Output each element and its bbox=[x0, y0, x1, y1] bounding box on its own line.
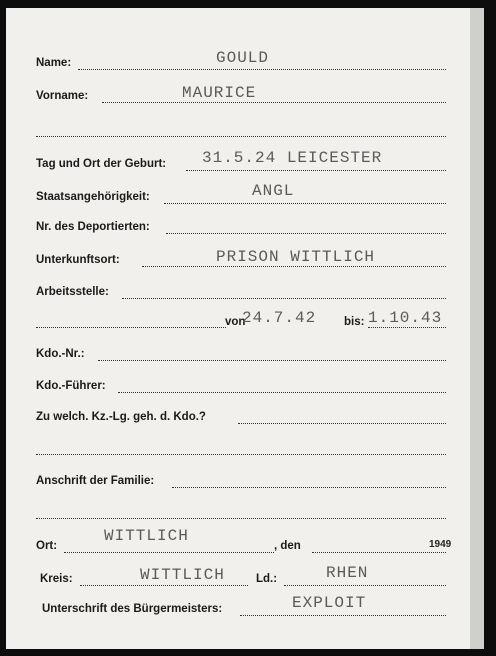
year-value: 1949 bbox=[429, 539, 452, 550]
unterschrift-value: EXPLOIT bbox=[292, 594, 367, 612]
von-bis-row bbox=[6, 309, 470, 333]
vorname-row bbox=[6, 84, 470, 108]
kdo-fuehrer-line bbox=[118, 392, 446, 393]
deport-line bbox=[166, 233, 446, 234]
ort-line bbox=[64, 552, 274, 553]
von-label: von bbox=[225, 316, 246, 328]
ort-value: WITTLICH bbox=[104, 527, 189, 545]
kz-line bbox=[238, 423, 446, 424]
kdo-nr-label: Kdo.-Nr.: bbox=[36, 348, 85, 360]
staat-line bbox=[164, 203, 446, 204]
name-value: GOULD bbox=[216, 49, 270, 67]
name-row bbox=[6, 49, 470, 75]
kreis-line bbox=[80, 585, 248, 586]
bis-value: 1.10.43 bbox=[368, 309, 443, 327]
staat-value: ANGL bbox=[252, 182, 295, 200]
unterschrift-label: Unterschrift des Bürgermeisters: bbox=[42, 603, 223, 615]
kreis-row bbox=[6, 564, 470, 590]
kz-label: Zu welch. Kz.-Lg. geh. d. Kdo.? bbox=[36, 411, 206, 423]
arbeit-line bbox=[122, 298, 446, 299]
staat-label: Staatsangehörigkeit: bbox=[36, 191, 150, 203]
unterkunft-label: Unterkunftsort: bbox=[36, 254, 120, 266]
blank-line-2 bbox=[36, 454, 446, 455]
den-label: , den bbox=[274, 540, 301, 552]
kz-row bbox=[6, 409, 470, 429]
name-label: Name: bbox=[36, 57, 72, 69]
geburt-line bbox=[186, 170, 446, 171]
familie-label: Anschrift der Familie: bbox=[36, 475, 155, 487]
unterschrift-line bbox=[240, 615, 446, 616]
deport-row bbox=[6, 219, 470, 239]
ort-row bbox=[6, 527, 470, 557]
ld-label: Ld.: bbox=[256, 573, 278, 585]
blank-line-3 bbox=[36, 518, 446, 519]
deport-label: Nr. des Deportierten: bbox=[36, 221, 150, 233]
staat-row bbox=[6, 182, 470, 208]
geburt-label: Tag und Ort der Geburt: bbox=[36, 158, 167, 170]
unterkunft-row bbox=[6, 248, 470, 272]
vorname-label: Vorname: bbox=[36, 90, 89, 102]
familie-row bbox=[6, 473, 470, 493]
den-line bbox=[312, 552, 446, 553]
kdo-fuehrer-row bbox=[6, 378, 470, 398]
name-line bbox=[78, 69, 446, 70]
kreis-label: Kreis: bbox=[40, 573, 73, 585]
kreis-value: WITTLICH bbox=[140, 566, 225, 584]
bis-line bbox=[368, 327, 446, 328]
ld-value: RHEN bbox=[326, 564, 369, 582]
kdo-nr-row bbox=[6, 346, 470, 366]
arbeit-row bbox=[6, 284, 470, 304]
familie-line bbox=[172, 487, 446, 488]
geburt-value: 31.5.24 LEICESTER bbox=[202, 149, 383, 167]
von-value: 24.7.42 bbox=[242, 309, 317, 327]
registration-card bbox=[6, 8, 484, 649]
kdo-fuehrer-label: Kdo.-Führer: bbox=[36, 380, 106, 392]
ort-label: Ort: bbox=[36, 540, 58, 552]
unterkunft-value: PRISON WITTLICH bbox=[216, 248, 376, 266]
unterkunft-line bbox=[142, 266, 446, 267]
bis-label: bis: bbox=[344, 316, 365, 328]
geburt-row bbox=[6, 149, 470, 175]
unterschrift-row bbox=[6, 594, 470, 620]
arbeit-label: Arbeitsstelle: bbox=[36, 286, 109, 298]
blank-line-1 bbox=[36, 136, 446, 137]
ld-line bbox=[284, 585, 446, 586]
vorname-line bbox=[102, 102, 446, 103]
von-leading-line bbox=[36, 327, 226, 328]
vorname-value: MAURICE bbox=[182, 84, 257, 102]
kdo-nr-line bbox=[98, 360, 446, 361]
